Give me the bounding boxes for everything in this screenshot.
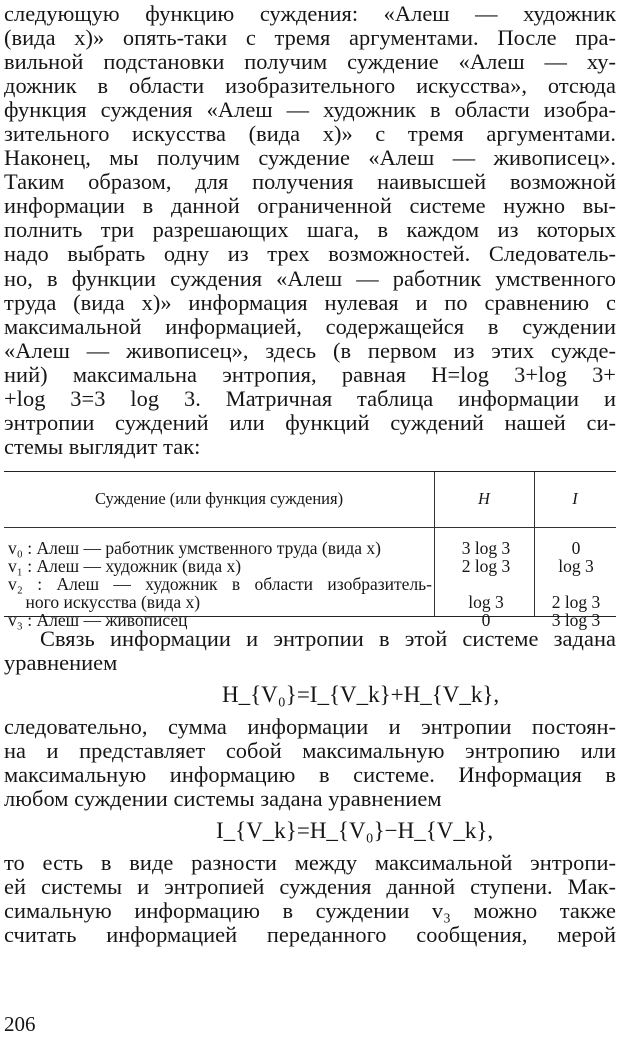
formula-information: I_{V_k}=H_{V₀}−H_{V_k}, [216,818,494,844]
paragraph-1 [4,2,616,459]
text-line: Наконец, мы получим суждение «Алеш — живописец». [4,145,616,171]
text-line: считать информацией переданного сообщения, мерой [4,922,616,948]
text-line: следовательно, сумма информации и энтропии постоян- [4,713,616,739]
row-h: 0 [481,609,491,630]
row-h: 3 log 3 [461,537,511,558]
row-h: 2 log 3 [461,555,511,576]
row-i: 2 log 3 [551,591,601,612]
information-entropy-table [4,471,616,630]
row-label: v₀ : Алеш — работник умственного труда (вида x) [8,537,381,558]
table-header-judgment: Суждение (или функция суждения) [94,488,344,508]
row-h: log 3 [468,591,504,612]
text-line: то есть в виде разности между максимальной энтропи- [4,850,616,876]
page-number: 206 [4,1012,36,1036]
row-label: ного искусства (вида x) [8,591,201,612]
table-row [4,574,616,594]
paragraph-4 [4,851,616,947]
text-line: максимальную информацию в системе. Информация в [4,762,616,788]
row-label: v₂ : Алеш — художник в области изобразитель- [8,573,432,594]
text-line: ей системы и энтропией суждения данной ступени. Мак- [4,874,616,900]
text-line: уравнением [4,649,118,675]
text-line: любом суждении системы задана уравнением [4,786,442,812]
text-line: энтропии суждений или функций суждений нашей си- [4,409,616,435]
page-body [4,2,616,947]
paragraph-2 [4,627,616,675]
text-line: труда (вида x)» информация нулевая и по сравнению с [4,289,616,315]
text-line: информации в данной ограниченной системе нужно вы- [4,193,616,219]
text-line: зительного искусства (вида x)» с тремя аргументами. [4,121,616,147]
table-row [4,556,616,576]
text-line: дожник в области изобразительного искусства», отсюда [4,73,616,99]
text-line: максимальной информацией, содержащейся в суждении [4,313,616,339]
formula-entropy-sum: H_{V₀}=I_{V_k}+H_{V_k}, [222,681,500,707]
row-i: 3 log 3 [551,609,601,630]
row-label: v₁ : Алеш — художник (вида x) [8,555,242,576]
text-line: надо выбрать одну из трех возможностей. Следователь- [4,241,616,267]
table-row [4,592,616,612]
paragraph-3 [4,715,616,811]
text-line: полнить три разрешающих шага, в каждом из которых [4,217,616,243]
row-label: v₃ : Алеш — живописец [8,609,188,630]
text-line: Таким образом, для получения наивысшей возможной [4,169,616,195]
text-line: +log 3=3 log 3. Матричная таблица информации и [4,385,616,411]
table-header-rule [4,527,616,528]
text-line: на и представляет собой максимальную энтропию или [4,738,616,764]
text-line: но, в функции суждения «Алеш — работник умственного [4,265,616,291]
text-line: стемы выглядит так: [4,433,201,459]
table-row [4,538,616,558]
text-line: функция суждения «Алеш — художник в области изобра- [4,97,616,123]
row-i: 0 [571,537,581,558]
text-line: «Алеш — живописец», здесь (в первом из этих сужде- [4,337,616,363]
text-line: (вида x)» опять-таки с тремя аргументами. После пра- [4,25,616,51]
text-line: ний) максимальна энтропия, равная H=log 3+log 3+ [4,361,616,387]
text-line: Связь информации и энтропии в этой системе задана [40,625,616,651]
table-row [4,610,616,630]
table-header-h: H [478,488,490,508]
table-header-i: I [572,488,578,508]
text-line: вильной подстановки получим суждение «Алеш — ху- [4,49,616,75]
text-line: симальную информацию в суждении v₃ можно также [4,898,616,924]
row-i: log 3 [558,555,594,576]
text-line: следующую функцию суждения: «Алеш — художник [4,1,616,26]
